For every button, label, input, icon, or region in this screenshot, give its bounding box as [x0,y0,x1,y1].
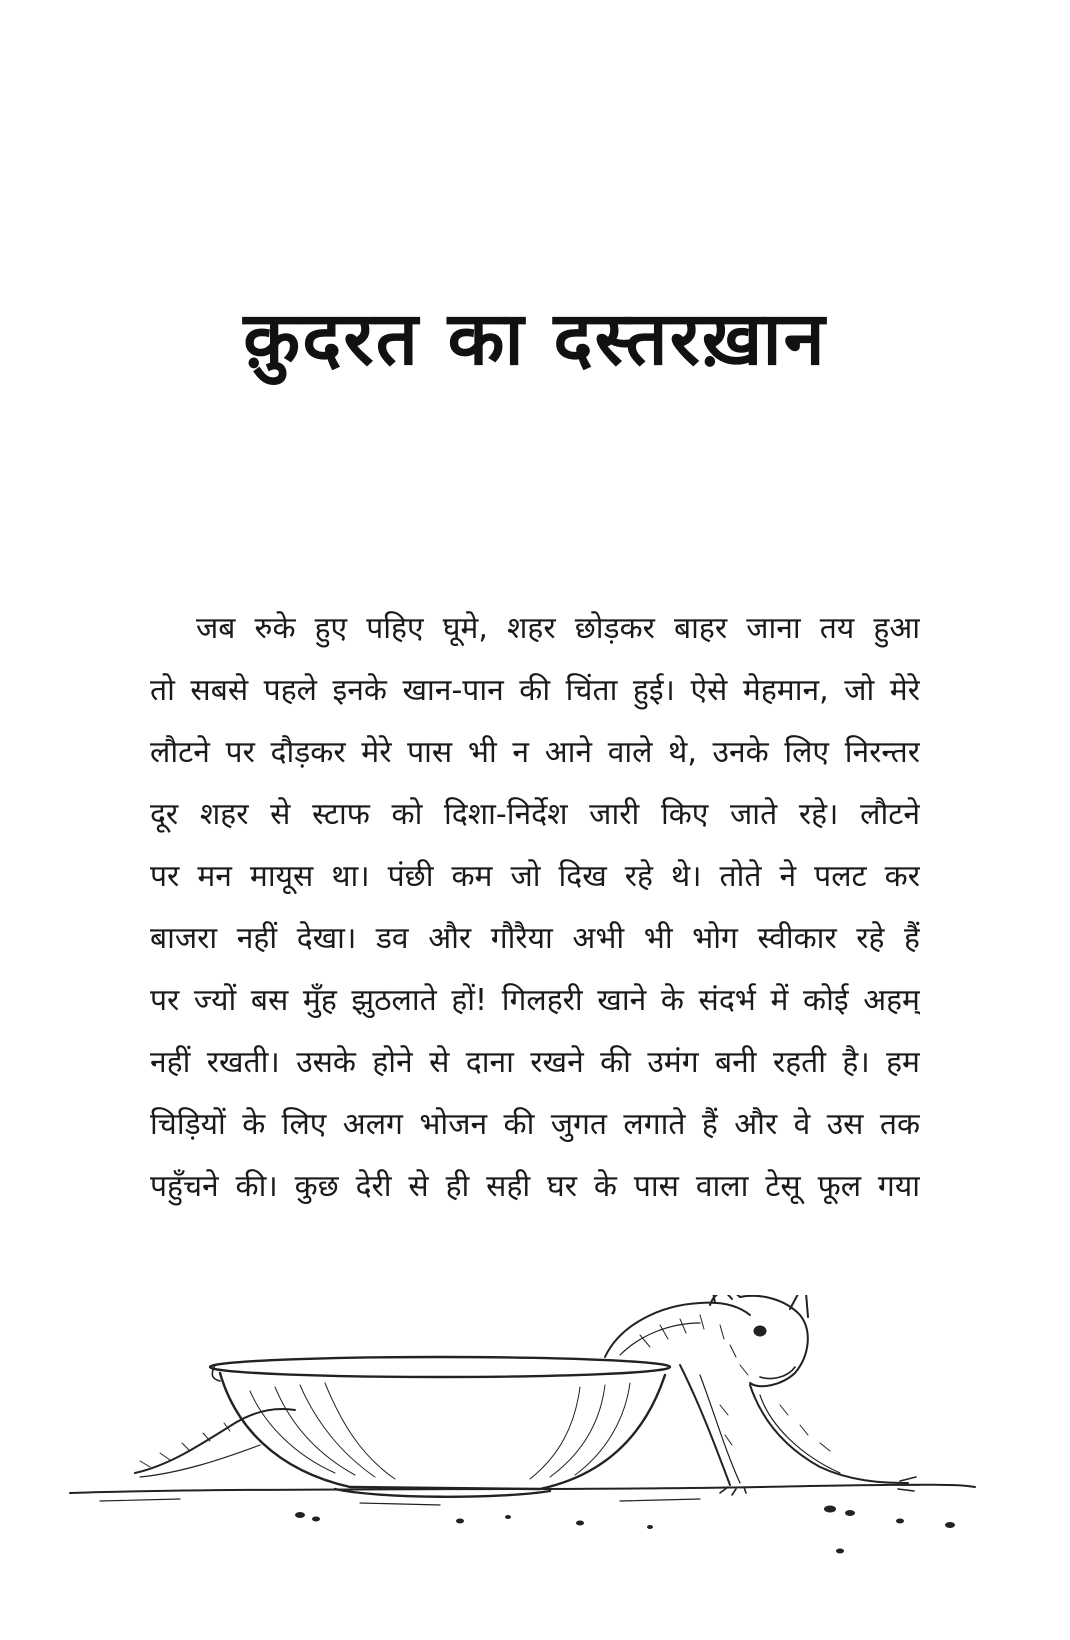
text-line: पर ज्यों बस मुँह झुठलाते हों! गिलहरी खाने के संदर्भ में कोई अहम् [150,983,920,1018]
text-line: चिड़ियों के लिए अलग भोजन की जुगत लगाते हैं और वे उस तक [150,1107,920,1142]
text-line: नहीं रखती। उसके होने से दाना रखने की उमंग बनी रहती है। हम [150,1045,920,1080]
text-line: पर मन मायूस था। पंछी कम जो दिख रहे थे। तोते ने पलट कर [150,859,920,894]
text-line: पहुँचने की। कुछ देरी से ही सही घर के पास वाला टेसू फूल गया [150,1169,920,1204]
text-line: तो सबसे पहले इनके खान-पान की चिंता हुई। ऐसे मेहमान, जो मेरे [150,673,920,708]
text-line: बाजरा नहीं देखा। डव और गौरैया अभी भी भोग स्वीकार रहे हैं [150,921,920,956]
squirrel-at-bowl-illustration [60,1295,1020,1625]
text-line: दूर शहर से स्टाफ को दिशा-निर्देश जारी किए जाते रहे। लौटने [150,797,920,832]
body-paragraph [150,598,920,1218]
text-line: जब रुके हुए पहिए घूमे, शहर छोड़कर बाहर जाना तय हुआ [196,611,920,646]
text-line: लौटने पर दौड़कर मेरे पास भी न आने वाले थे, उनके लिए निरन्तर [150,735,920,770]
chapter-title: क़ुदरत का दस्तरख़ान [243,296,827,382]
